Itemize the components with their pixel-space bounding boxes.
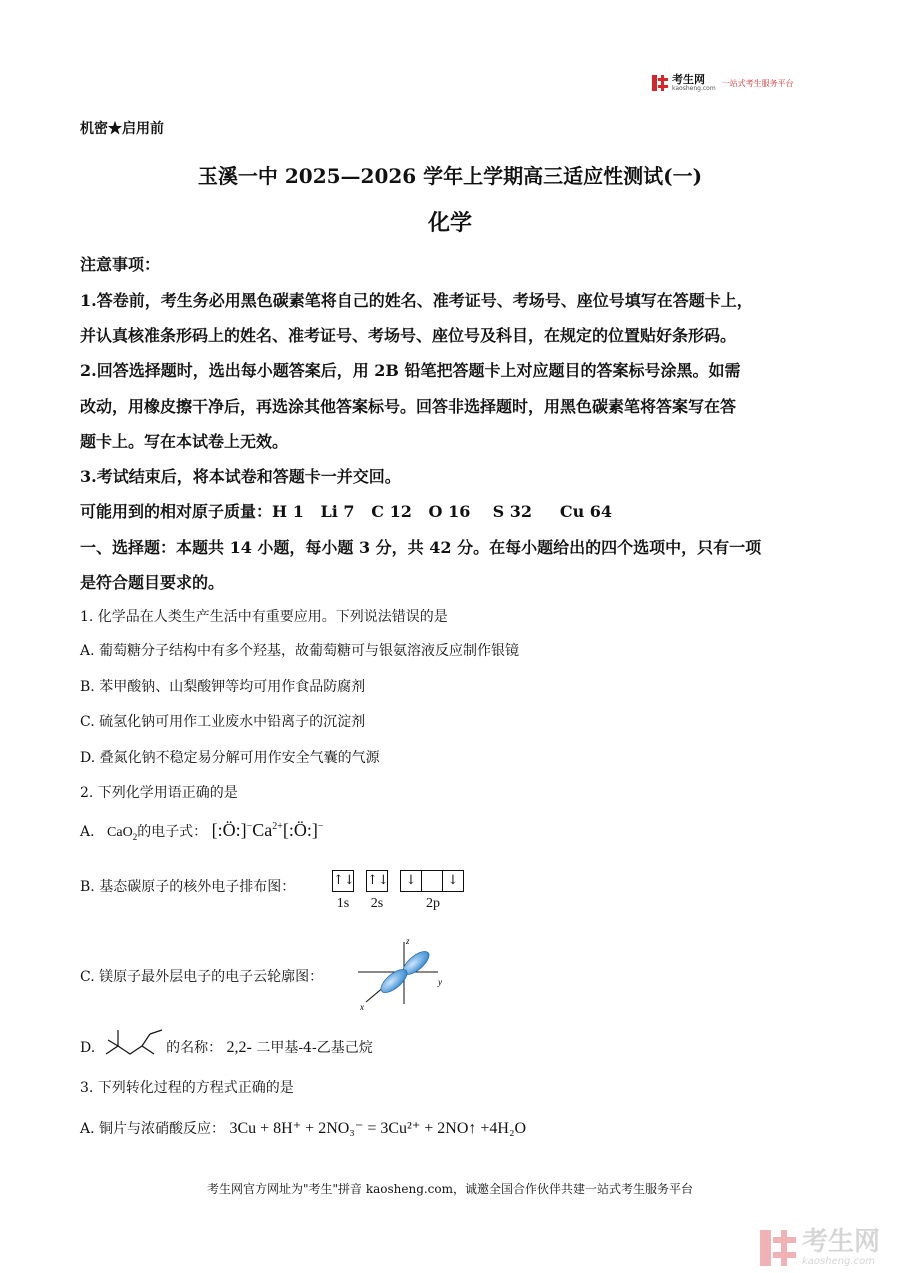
kaosheng-logo-icon	[652, 75, 668, 91]
subject-title: 化学	[427, 210, 472, 236]
note-2b: 改动，用橡皮擦干净后，再选涂其他答案标号。回答非选择题时，用黑色碳素笔将答案写在答	[80, 397, 737, 416]
watermark-logo-icon	[760, 1230, 796, 1266]
logo-domain: kaosheng.com	[672, 85, 716, 92]
q2-d-text: 的名称：	[166, 1040, 223, 1056]
logo-brand: 考生网	[672, 73, 705, 86]
orbital-box-2p-1: ↓	[400, 870, 422, 892]
section-line-1: 一、选择题：本题共 14 小题，每小题 3 分，共 42 分。在每小题给出的四个选项中，只有一项	[80, 538, 762, 557]
p-orbital-diagram	[354, 932, 450, 1012]
orbital-lobe-lower	[377, 965, 411, 996]
logo-slogan: 一站式考生服务平台	[721, 78, 794, 88]
q2-a-label: A.	[80, 824, 95, 840]
q2-a-formula: CaO$_2$	[107, 825, 138, 842]
secret-label: 机密★启用前	[80, 121, 164, 137]
q3-stem: 3. 下列转化过程的方程式正确的是	[80, 1080, 294, 1096]
watermark-domain: kaosheng.com	[801, 1256, 875, 1267]
q2-option-a	[80, 820, 324, 842]
q1-option-c: C. 硫氢化钠可用作工业废水中铅离子的沉淀剂	[80, 714, 366, 730]
q2-d-label: D.	[80, 1040, 96, 1056]
orbital-label-2p: 2p	[426, 896, 440, 911]
q3-a-text: A. 铜片与浓硝酸反应：	[80, 1121, 226, 1137]
page-title: 玉溪一中 2025—2026 学年上学期高三适应性测试(一)	[197, 164, 703, 188]
orbital-box-2p-3: ↓	[442, 870, 464, 892]
orbital-diagram	[332, 870, 466, 912]
orbital-box-2s: ↑↓	[366, 870, 388, 892]
q3-option-a	[80, 1118, 526, 1138]
y-axis-label: y	[438, 977, 442, 987]
q2-d-name-num: 2,2-	[226, 1039, 252, 1056]
note-2a: 2.回答选择题时，选出每小题答案后，用 2B 铅笔把答题卡上对应题目的答案标号涂黑。如需	[80, 361, 741, 380]
skeletal-formula	[104, 1024, 166, 1060]
q2-option-b: B. 基态碳原子的核外电子排布图：	[80, 879, 296, 895]
notes-heading: 注意事项：	[80, 255, 161, 274]
atomic-mass: 可能用到的相对原子质量：H 1 Li 7 C 12 O 16 S 32 Cu 64	[80, 502, 613, 521]
section-line-2: 是符合题目要求的。	[80, 573, 225, 592]
note-1b: 并认真核准条形码上的姓名、准考证号、考场号、座位号及科目，在规定的位置贴好条形码。	[80, 326, 737, 345]
q2-a-text: 的电子式：	[137, 824, 208, 840]
x-axis-label: x	[360, 1002, 364, 1012]
header-logo	[652, 74, 794, 92]
note-2c: 题卡上。写在本试卷上无效。	[80, 432, 289, 451]
watermark	[760, 1228, 880, 1267]
q1-stem: 1. 化学品在人类生产生活中有重要应用。下列说法错误的是	[80, 609, 448, 625]
orbital-label-2s: 2s	[370, 896, 384, 911]
orbital-box-2p-2	[422, 870, 442, 892]
q1-option-d: D. 叠氮化钠不稳定易分解可用作安全气囊的气源	[80, 750, 380, 766]
q3-a-equation: 3Cu + 8H⁺ + 2NO₃⁻ = 3Cu²⁺ + 2NO↑ +4H₂O	[229, 1120, 527, 1137]
q1-option-b: B. 苯甲酸钠、山梨酸钾等均可用作食品防腐剂	[80, 679, 366, 695]
note-1a: 1.答卷前，考生务必用黑色碳素笔将自己的姓名、准考证号、考场号、座位号填写在答题卡上，	[80, 291, 753, 310]
q2-option-c: C. 镁原子最外层电子的电子云轮廓图：	[80, 969, 324, 985]
q2-d-name: 二甲基-4-乙基己烷	[256, 1040, 373, 1056]
note-3: 3.考试结束后，将本试卷和答题卡一并交回。	[80, 467, 401, 486]
orbital-box-1s: ↑↓	[332, 870, 354, 892]
watermark-brand: 考生网	[801, 1227, 880, 1257]
q2-a-electron-formula: $[:Ö:]^-Ca^{2+}[:Ö:]^-$	[211, 820, 324, 840]
q2-stem: 2. 下列化学用语正确的是	[80, 785, 238, 801]
orbital-label-1s: 1s	[336, 896, 350, 911]
q1-option-a: A. 葡萄糖分子结构中有多个羟基，故葡萄糖可与银氨溶液反应制作银镜	[80, 643, 520, 659]
footer-text: 考生网官方网址为"考生"拼音 kaosheng.com，诚邀全国合作伙伴共建一站式考生服务平台	[206, 1182, 694, 1196]
z-axis-label: z	[406, 936, 410, 946]
